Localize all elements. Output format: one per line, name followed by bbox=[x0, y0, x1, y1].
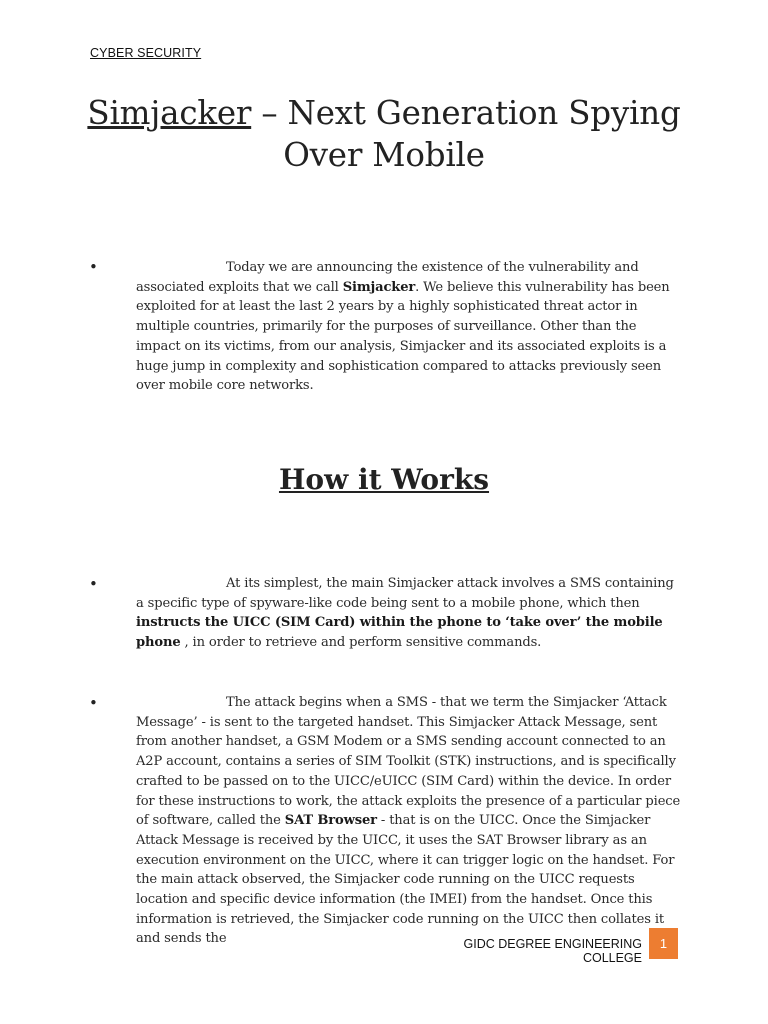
title-underlined-word: Simjacker bbox=[87, 94, 252, 132]
footer-label: GIDC DEGREE ENGINEERING COLLEGE bbox=[463, 937, 642, 965]
intro-text-2: . We believe this vulnerability has been exploited for at least the last 2 years by a highly sophisticated threat actor in multiple countries, primarily for the purposes of surveillance. Other than the impact on its victims, from our analysis, Simjacker and its associated exploits is a huge jump in complexity and sophistication compared to attacks previously seen over mobile core networks. bbox=[136, 279, 670, 394]
section-heading: How it Works bbox=[278, 463, 490, 496]
how2-text-2: - that is on the UICC. Once the Simjacker Attack Message is received by the UICC, it uses the SAT Browser library as an execution environment on the UICC, where it can trigger logic on the handset. For the main attack observed, the Simjacker code running on the UICC requests location and specific device information (the IMEI) from the handset. Once this information is retrieved, the Simjacker code running on the UICC then collates it and sends the bbox=[136, 813, 675, 947]
title-line1-rest: – Next Generation Spying bbox=[251, 94, 681, 132]
bullet-marker: • bbox=[89, 258, 98, 276]
how-paragraph-1 bbox=[136, 574, 681, 653]
bullet-marker: • bbox=[89, 694, 98, 712]
page-title bbox=[60, 92, 708, 176]
how2-text-1: The attack begins when a SMS - that we term the Simjacker ‘Attack Message’ - is sent to the targeted handset. This Simjacker Attack Message, sent from another handset, a GSM Modem or a SMS sending account connected to an A2P account, contains a series of SIM Toolkit (STK) instructions, and is specifically crafted to be passed on to the UICC/eUICC (SIM Card) within the device. In order for these instructions to work, the attack exploits the presence of a particular piece of software, called the bbox=[136, 695, 681, 829]
page-number-badge: 1 bbox=[649, 928, 678, 959]
intro-bold-1: Simjacker bbox=[342, 279, 416, 295]
how1-bold-1: instructs the UICC (SIM Card) within the phone to ‘take over’ the mobile phone bbox=[136, 615, 663, 651]
header-label: CYBER SECURITY bbox=[90, 46, 202, 60]
how-paragraph-2 bbox=[136, 693, 681, 949]
bullet-marker: • bbox=[89, 575, 98, 593]
title-line2: Over Mobile bbox=[283, 136, 485, 174]
how2-bold-1: SAT Browser bbox=[284, 813, 377, 829]
how1-text-2: , in order to retrieve and perform sensitive commands. bbox=[180, 635, 542, 651]
how1-text-1: At its simplest, the main Simjacker attack involves a SMS containing a specific type of spyware-like code being sent to a mobile phone, which then bbox=[136, 576, 674, 611]
intro-paragraph bbox=[136, 258, 681, 396]
intro-text-1: Today we are announcing the existence of the vulnerability and associated exploits that we call bbox=[136, 260, 639, 295]
